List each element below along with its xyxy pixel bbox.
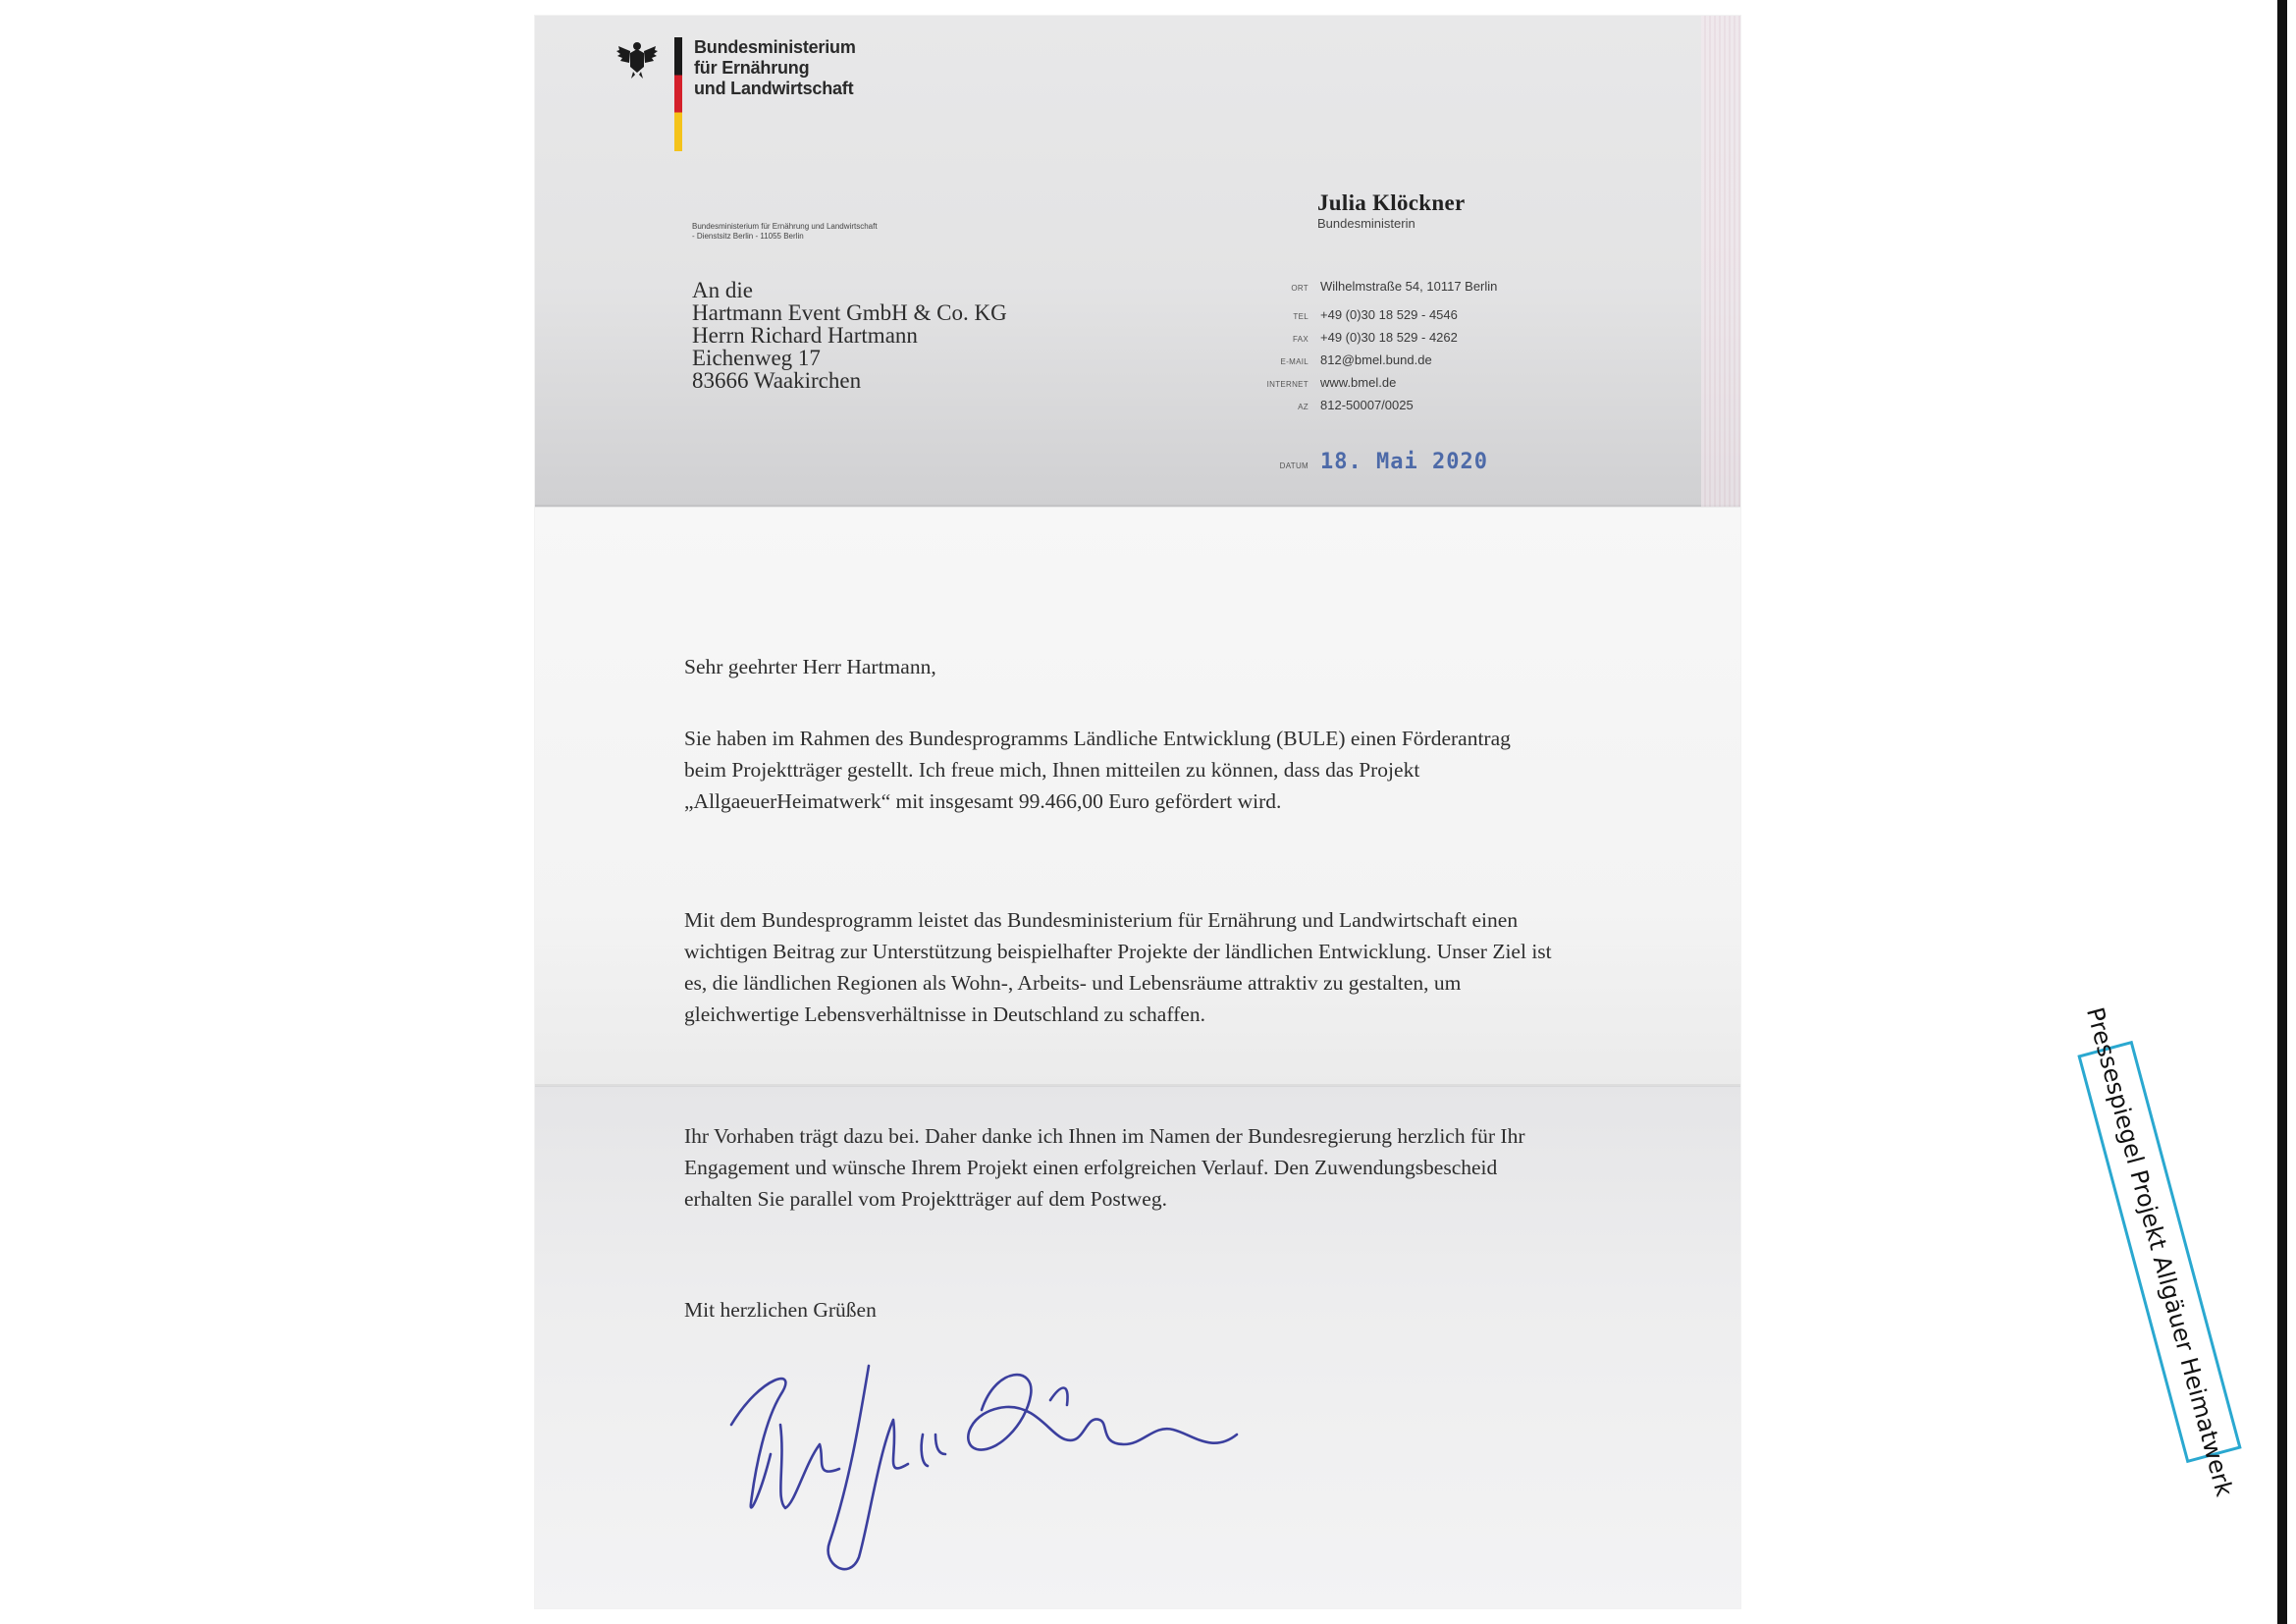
handwritten-signature xyxy=(712,1307,1261,1601)
ministry-name: Bundesministerium für Ernährung und Landwirtschaft xyxy=(694,37,856,98)
press-review-label: Pressespiegel Projekt Allgäuer Heimatwerk xyxy=(2077,1041,2241,1463)
background-cloth xyxy=(1701,16,1740,507)
federal-eagle-icon xyxy=(615,37,659,81)
contact-row-date: DATUM 18. Mai 2020 xyxy=(1279,450,1488,474)
date-stamp: 18. Mai 2020 xyxy=(1320,450,1488,474)
german-flag-bar xyxy=(674,37,682,151)
contact-row-az: AZ 812-50007/0025 xyxy=(1298,398,1414,412)
letter-salutation: Sehr geehrter Herr Hartmann, xyxy=(684,655,936,678)
letter-paragraph-1: Sie haben im Rahmen des Bundesprogramms Ländliche Entwicklung (BULE) einen Förderantrag beim Projektträger gestellt. Ich freue mich, Ihnen mitteilen zu können, dass das Projekt „AllgaeuerHeimatwerk“ mit insgesamt 99.466,00 Euro gefördert wird. xyxy=(684,727,1511,813)
contact-details xyxy=(1234,279,1497,479)
letter-photo xyxy=(535,16,1740,1608)
fold-crease xyxy=(535,505,1740,508)
ministry-logo xyxy=(615,37,856,151)
sender-return-address: Bundesministerium für Ernährung und Landwirtschaft - Dienstsitz Berlin - 11055 Berlin xyxy=(692,222,878,241)
letter-closing: Mit herzlichen Grüßen xyxy=(684,1298,877,1322)
minister-name: Julia Klöckner xyxy=(1317,190,1466,215)
contact-row-tel: TEL +49 (0)30 18 529 - 4546 xyxy=(1293,307,1458,322)
contact-row-email: E-MAIL 812@bmel.bund.de xyxy=(1280,352,1432,367)
letter-paragraph-2: Mit dem Bundesprogramm leistet das Bundesministerium für Ernährung und Landwirtschaft einen wichtigen Beitrag zur Unterstützung beispielhafter Projekte der ländlichen Entwicklung. Unser Ziel ist es, die ländlichen Regionen als Wohn-, Arbeits- und Lebensräume attraktiv zu gestalten, um gleichwertige Lebensverhältnisse in Deutschland zu schaffen. xyxy=(684,908,1552,1026)
minister-block xyxy=(1317,190,1466,231)
fold-crease xyxy=(535,1084,1740,1087)
contact-row-internet: INTERNET www.bmel.de xyxy=(1266,375,1397,390)
page-edge-bar xyxy=(2277,0,2287,1624)
contact-row-fax: FAX +49 (0)30 18 529 - 4262 xyxy=(1292,330,1458,345)
recipient-address: An die Hartmann Event GmbH & Co. KG Herrn Richard Hartmann Eichenweg 17 83666 Waakirchen xyxy=(692,278,1007,393)
minister-title: Bundesministerin xyxy=(1317,216,1415,231)
letter-paragraph-3: Ihr Vorhaben trägt dazu bei. Daher danke ich Ihnen im Namen der Bundesregierung herzlich für Ihr Engagement und wünsche Ihrem Projekt einen erfolgreichen Verlauf. Den Zuwendungsbescheid erhalten Sie parallel vom Projektträger auf dem Postweg. xyxy=(684,1124,1525,1211)
contact-row-ort: ORT Wilhelmstraße 54, 10117 Berlin xyxy=(1291,279,1498,294)
